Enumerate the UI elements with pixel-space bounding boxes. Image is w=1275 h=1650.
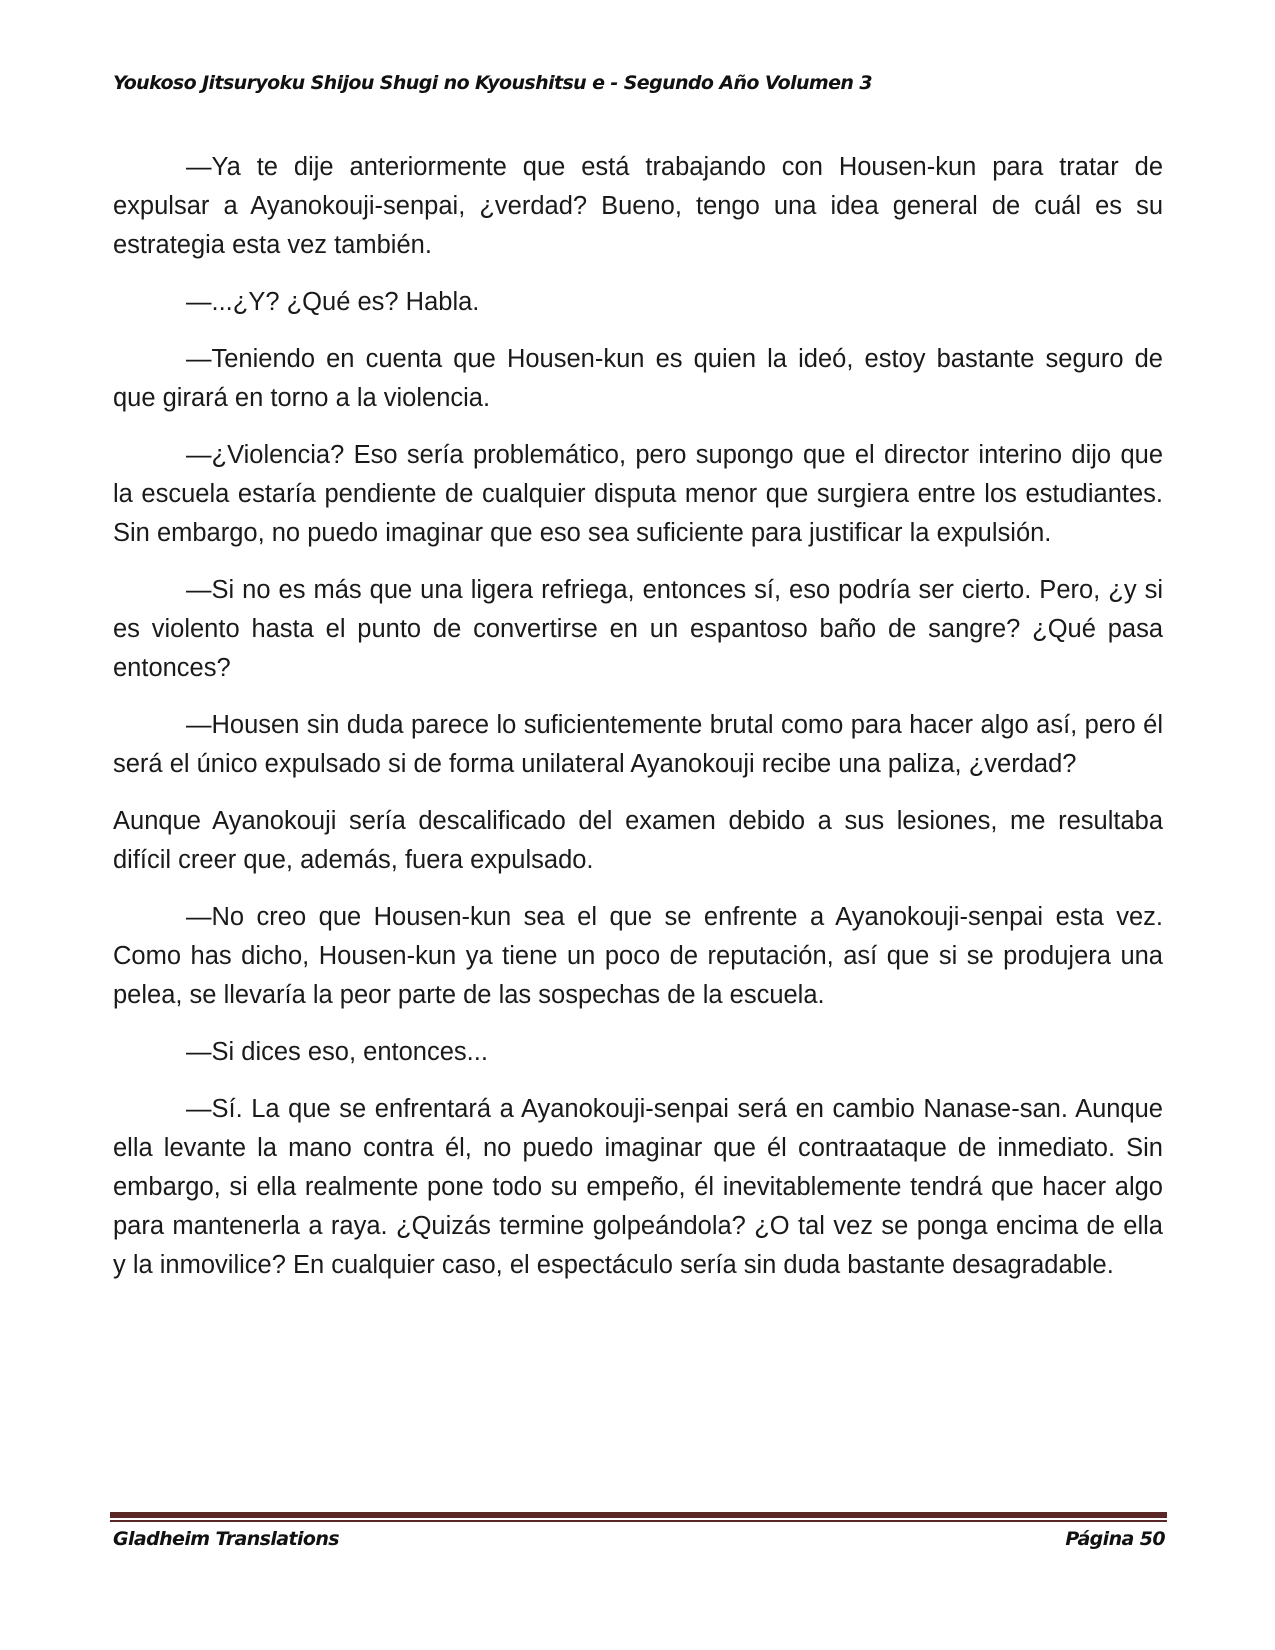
paragraph: —Si dices eso, entonces... bbox=[186, 1038, 488, 1066]
body-text bbox=[113, 148, 1163, 1303]
footer-rule-thin bbox=[110, 1520, 1167, 1522]
paragraph: —Ya te dije anteriormente que está trabajando con Housen-kun para tratar de expulsar a Ayanokouji-senpai, ¿verdad? Bueno, tengo una idea general de cuál es su estrategia esta vez también. bbox=[113, 153, 1163, 259]
paragraph: —Housen sin duda parece lo suficientemente brutal como para hacer algo así, pero él será el único expulsado si de forma unilateral Ayanokouji recibe una paliza, ¿verdad? bbox=[113, 711, 1163, 778]
paragraph: —No creo que Housen-kun sea el que se enfrente a Ayanokouji-senpai esta vez. Como has dicho, Housen-kun ya tiene un poco de reputación, así que si se produjera una pelea, se llevaría la peor parte de las sospechas de la escuela. bbox=[113, 903, 1163, 1009]
running-header: Youkoso Jitsuryoku Shijou Shugi no Kyoushitsu e - Segundo Año Volumen 3 bbox=[113, 72, 872, 94]
paragraph: —¿Violencia? Eso sería problemático, pero supongo que el director interino dijo que la escuela estaría pendiente de cualquier disputa menor que surgiera entre los estudiantes. Sin embargo, no puedo imaginar que eso sea suficiente para justificar la expulsión. bbox=[113, 441, 1163, 547]
page-number: Página 50 bbox=[1065, 1528, 1165, 1550]
footer-rule-thick bbox=[110, 1512, 1167, 1518]
paragraph: —Sí. La que se enfrentará a Ayanokouji-senpai será en cambio Nanase-san. Aunque ella levante la mano contra él, no puedo imaginar que él contraataque de inmediato. Sin embargo, si ella realmente pone todo su empeño, él inevitablemente tendrá que hacer algo para mantenerla a raya. ¿Quizás termine golpeándola? ¿O tal vez se ponga encima de ella y la inmovilice? En cualquier caso, el espectáculo sería sin duda bastante desagradable. bbox=[113, 1095, 1163, 1279]
paragraph: Aunque Ayanokouji sería descalificado del examen debido a sus lesiones, me resultaba difícil creer que, además, fuera expulsado. bbox=[113, 807, 1163, 874]
paragraph: —...¿Y? ¿Qué es? Habla. bbox=[186, 288, 480, 316]
footer-publisher: Gladheim Translations bbox=[113, 1528, 339, 1550]
paragraph: —Si no es más que una ligera refriega, entonces sí, eso podría ser cierto. Pero, ¿y si es violento hasta el punto de convertirse en un espantoso baño de sangre? ¿Qué pasa entonces? bbox=[113, 576, 1163, 682]
paragraph: —Teniendo en cuenta que Housen-kun es quien la ideó, estoy bastante seguro de que girará en torno a la violencia. bbox=[113, 345, 1163, 412]
